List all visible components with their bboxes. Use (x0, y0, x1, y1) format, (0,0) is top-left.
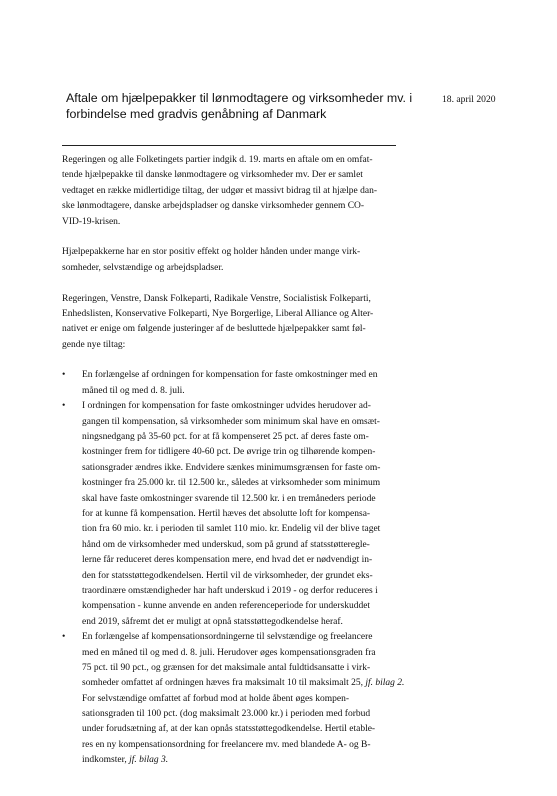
text-line: lerne får reduceret deres kompensation mere, end hvad det er nødvendigt in- (82, 555, 373, 566)
text-line: sationsgrader ændres ikke. Endvidere sænkes minimumsgrænsen for faste om- (82, 462, 381, 473)
text-line: traordinære omstændigheder har haft underskud i 2019 - og derfor reduceres i (82, 585, 378, 596)
bullet-icon: • (62, 401, 66, 412)
list-item (62, 630, 442, 769)
title-divider (62, 145, 396, 146)
text-line: skal have faste omkostninger svarende til 12.500 kr. i en tremåneders periode (82, 493, 376, 504)
document-date: 18. april 2020 (442, 94, 496, 105)
text-line: kostninger frem for tidligere 40-60 pct. De øvrige trin og tilhørende kompen- (82, 447, 376, 458)
text-line: tende hjælpepakke til danske lønmodtagere og virksomheder mv. Der er samlet (62, 170, 363, 181)
text-line: under forudsætning af, at der kan opnås statsstøttegodkendelse. Hertil etable- (82, 724, 376, 735)
text-line: I ordningen for kompensation for faste omkostninger udvides herudover ad- (82, 401, 371, 412)
list-item (62, 399, 442, 630)
appendix-reference: jf. bilag 3. (129, 755, 169, 766)
list-item (62, 368, 442, 399)
text-line: En forlængelse af kompensationsordningerne til selvstændige og freelancere (82, 632, 373, 643)
text-line: måned til og med d. 8. juli. (82, 385, 185, 396)
title-line: Aftale om hjælpepakker til lønmodtagere og virksomheder mv. i (66, 91, 413, 105)
text-line (82, 676, 442, 691)
text-line: for at kunne få kompensation. Hertil hæves det absolutte loft for kompensa- (82, 508, 371, 519)
text-line: hånd om de virksomheder med underskud, som på grund af statsstøtteregle- (82, 539, 370, 550)
text-line: En forlængelse af ordningen for kompensation for faste omkostninger med en (82, 370, 378, 381)
text-span: somheder omfattet af ordningen hæves fra maksimalt 10 til maksimalt 25, (82, 678, 363, 689)
text-line: sationsgraden til 100 pct. (dog maksimalt 23.000 kr.) i perioden med forbud (82, 709, 371, 720)
appendix-reference: jf. bilag 2. (365, 678, 405, 689)
text-line: Regeringen, Venstre, Dansk Folkeparti, Radikale Venstre, Socialistisk Folkeparti, (62, 293, 371, 304)
paragraph (62, 245, 442, 276)
text-line: vedtaget en række midlertidige tiltag, der udgør et massivt bidrag til at hjælpe dan- (62, 185, 378, 196)
text-line: Hjælpepakkerne har en stor positiv effekt og holder hånden under mange virk- (62, 247, 361, 258)
text-span: indkomster, (82, 755, 127, 766)
text-line: 75 pct. til 90 pct., og grænsen for det maksimale antal fuldtidsansatte i virk- (82, 662, 371, 673)
paragraph (62, 153, 442, 230)
text-line: end 2019, såfremt det er muligt at opnå statsstøttegodkendelse heraf. (82, 616, 343, 627)
document-body (62, 153, 442, 769)
text-line (82, 753, 442, 768)
measures-list (62, 368, 442, 768)
text-line: kostninger fra 25.000 kr. til 12.500 kr., således at virksomheder som minimum (82, 478, 381, 489)
document-title (66, 90, 426, 122)
bullet-icon: • (62, 370, 66, 381)
text-line: somheder, selvstændige og arbejdspladser. (62, 262, 224, 273)
text-line: Regeringen og alle Folketingets partier indgik d. 19. marts en aftale om en omfat- (62, 155, 373, 165)
text-line: Enhedslisten, Konservative Folkeparti, Nye Borgerlige, Liberal Alliance og Alter- (62, 308, 374, 319)
text-line: nativet er enige om følgende justeringer af de besluttede hjælpepakker samt føl- (62, 324, 366, 335)
text-line: den for statsstøttegodkendelsen. Hertil vil de virksomheder, der grundet eks- (82, 570, 373, 581)
text-line: ske lønmodtagere, danske arbejdspladser og danske virksomheder gennem CO- (62, 201, 365, 212)
text-line: VID-19-krisen. (62, 216, 121, 227)
paragraph (62, 292, 442, 354)
bullet-icon: • (62, 632, 66, 643)
title-line: forbindelse med gradvis genåbning af Danmark (66, 107, 327, 121)
text-line: gende nye tiltag: (62, 339, 126, 350)
text-line: gangen til kompensation, så virksomheder som minimum skal have en omsæt- (82, 416, 380, 427)
text-line: tion fra 60 mio. kr. i perioden til samlet 110 mio. kr. Endelig vil der blive taget (82, 524, 381, 535)
text-line: For selvstændige omfattet af forbud mod at holde åbent øges kompen- (82, 693, 349, 704)
text-line: med en måned til og med d. 8. juli. Herudover øges kompensationsgraden fra (82, 647, 376, 658)
text-line: ningsnedgang på 35-60 pct. for at få kompenseret 25 pct. af deres faste om- (82, 432, 369, 443)
text-line: kompensation - kunne anvende en anden referenceperiode for underskuddet (82, 601, 371, 612)
text-line: res en ny kompensationsordning for freelancere mv. med blandede A- og B- (82, 739, 371, 750)
